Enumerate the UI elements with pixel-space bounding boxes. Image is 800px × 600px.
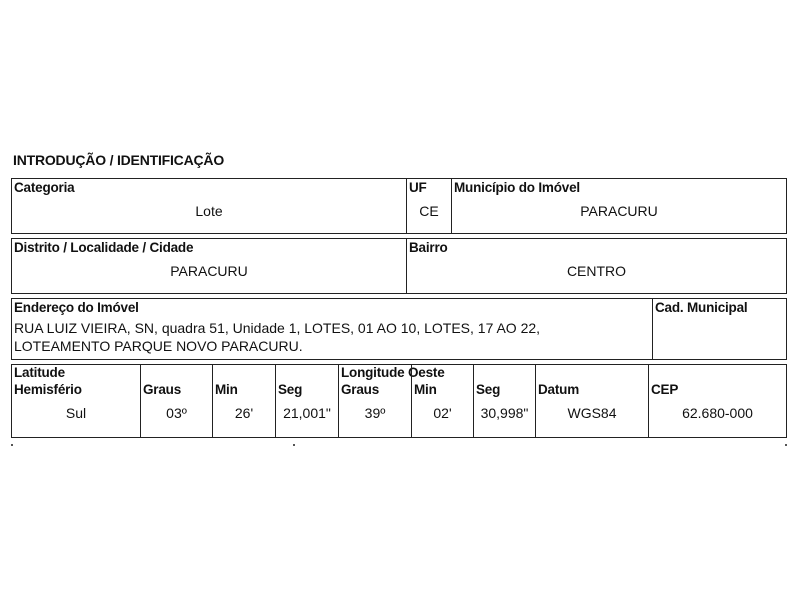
row-endereco (11, 298, 787, 360)
lon-seg-value: 30,998" (480, 405, 529, 421)
cell-lon-min (411, 365, 473, 437)
bairro-label: Bairro (409, 240, 448, 255)
distrito-value: PARACURU (170, 263, 248, 279)
cad-municipal-label: Cad. Municipal (655, 300, 748, 315)
cell-uf (406, 179, 451, 233)
cell-lat-graus (140, 365, 212, 437)
cell-distrito (12, 239, 406, 293)
categoria-value: Lote (195, 203, 223, 219)
section-title: INTRODUÇÃO / IDENTIFICAÇÃO (13, 152, 225, 168)
datum-value: WGS84 (567, 405, 617, 421)
cell-municipio (451, 179, 786, 233)
endereco-line-2: LOTEAMENTO PARQUE NOVO PARACURU. (14, 338, 303, 354)
latitude-label: Latitude (14, 365, 65, 380)
cep-label: CEP (651, 382, 679, 397)
longitude-label: Longitude Oeste (341, 365, 445, 380)
cell-cep (648, 365, 786, 437)
municipio-label: Município do Imóvel (454, 180, 580, 195)
categoria-label: Categoria (14, 180, 75, 195)
lon-min-label: Min (414, 382, 437, 397)
uf-value: CE (419, 203, 439, 219)
cell-lon-graus (339, 365, 411, 437)
hemisferio-value: Sul (65, 405, 87, 421)
cell-endereco (12, 299, 652, 359)
cell-latitude (12, 365, 338, 437)
datum-label: Datum (538, 382, 580, 397)
cep-value: 62.680-000 (682, 405, 753, 421)
endereco-line-1: RUA LUIZ VIEIRA, SN, quadra 51, Unidade 1, LOTES, 01 AO 10, LOTES, 17 AO 22, (14, 320, 541, 336)
cell-categoria (12, 179, 406, 233)
row-categoria (11, 178, 787, 234)
lon-graus-value: 39º (364, 405, 386, 421)
uf-label: UF (409, 180, 427, 195)
lon-graus-label: Graus (341, 382, 380, 397)
lat-min-value: 26' (234, 405, 254, 421)
row-distrito (11, 238, 787, 294)
lat-graus-label: Graus (143, 382, 182, 397)
endereco-value (14, 319, 540, 355)
cell-datum (535, 365, 648, 437)
distrito-label: Distrito / Localidade / Cidade (14, 240, 194, 255)
cell-lon-seg (473, 365, 535, 437)
page-tick-mark (11, 444, 13, 446)
endereco-label: Endereço do Imóvel (14, 300, 139, 315)
cell-cad-municipal (652, 299, 786, 359)
municipio-value: PARACURU (580, 203, 658, 219)
lon-seg-label: Seg (476, 382, 501, 397)
row-coordenadas (11, 364, 787, 438)
lat-seg-value: 21,001" (283, 405, 331, 421)
page-tick-mark (785, 444, 787, 446)
lat-seg-label: Seg (278, 382, 303, 397)
hemisferio-label: Hemisfério (14, 382, 82, 397)
page-tick-mark (293, 444, 295, 446)
lat-graus-value: 03º (166, 405, 187, 421)
cell-hemisferio (12, 365, 140, 437)
cell-lat-seg (275, 365, 338, 437)
lat-min-label: Min (215, 382, 238, 397)
lon-min-value: 02' (433, 405, 452, 421)
cell-longitude (338, 365, 648, 437)
cell-bairro (406, 239, 786, 293)
bairro-value: CENTRO (566, 263, 627, 279)
cell-lat-min (212, 365, 275, 437)
